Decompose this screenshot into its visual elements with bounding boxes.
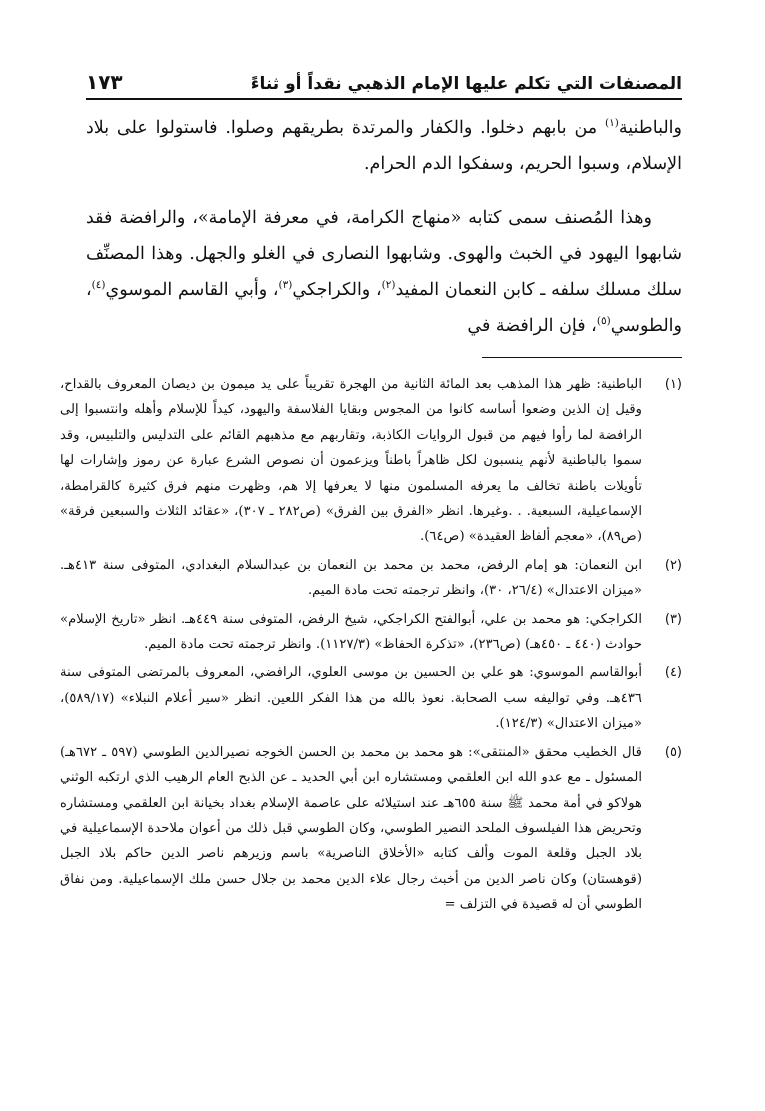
footnote-text: الباطنية: ظهر هذا المذهب بعد المائة الثانية من الهجرة تقريباً على يد ميمون بن ديصان المعروف بالقداح، وقيل إن الذين وضعوا أساسه كانوا من المجوس وبقايا الفلاسفة واليهود، كيداً للإسلام وأهله وانتسبوا إلى الرافضة لما رأوا فيهم من قبول الروايات الكاذبة، وتقاربهم مع مذهبهم القائم على التدليس والتلبيس، وقد سموا بالباطنية لأنهم ينسبون لكل ظاهراً باطناً ويزعمون أن نصوص الشرع عبارة عن رموز وإشارات لها تأويلات باطنة تخالف ما يعرفه المسلمون منها لا يعرفها إلا هم، وظهرت منهم فرق كثيرة كالقرامطة، الإسماعيلية، السبعية. . .وغيرها. انظر «الفرق بين الفرق» (ص٢٨٢ ـ ٣٠٧)، «عقائد الثلاث والسبعين فرقة» (ص٨٩)، «معجم ألفاظ العقيدة» (ص٦٤). [60,377,642,545]
footnote-ref-3[interactable]: (٣) [278,279,293,292]
text-run: ، والكراجكي [292,280,382,300]
footnote-separator [482,357,682,358]
footnotes [60,372,682,918]
footnote-number: (٤) [664,665,682,681]
text-run: من بابهم دخلوا. والكفار والمرتدة بطريقهم وصلوا. فاستولوا على بلاد الإسلام، وسبوا الحريم، وسفكوا الدم الحرام. [86,118,682,174]
text-run: والباطنية [618,118,682,138]
text-run: ، فإن الرافضة في [467,316,597,336]
footnote-text: الكراجكي: هو محمد بن علي، أبوالفتح الكراجكي، شيخ الرفض، المتوفى سنة ٤٤٩هـ. انظر «تاريخ الإسلام» حوادث (٤٤٠ ـ ٤٥٠هـ) (ص٢٣٦)، «تذكرة الحفاظ» (١١٢٧/٣). وانظر ترجمته تحت مادة الميم. [60,611,642,653]
text-run: ، والطوسي [86,280,682,336]
running-header [86,56,682,100]
footnote-ref-2[interactable]: (٢) [381,279,396,292]
footnote-number: (١) [664,377,682,392]
main-text [86,110,682,344]
footnote-3 [60,607,682,658]
paragraph-1 [86,110,682,182]
footnote-1 [60,372,682,550]
footnote-ref-1[interactable]: (١) [605,117,619,130]
page-number: ١٧٣ [86,70,123,94]
text-run: ، وأبي القاسم الموسوي [105,280,279,300]
paragraph-2 [86,200,682,344]
footnote-text: أبوالقاسم الموسوي: هو علي بن الحسين بن موسى العلوي، الرافضي، المعروف بالمرتضى المتوفى سنة ٤٣٦هـ. وفي تواليفه سب الصحابة. نعوذ بالله من هذا الفكر اللعين. انظر «سير أعلام النبلاء» (٥٨٩/١٧)، «ميزان الاعتدال» (١٢٤/٣). [60,665,642,732]
footnote-number: (٥) [664,744,682,760]
footnote-text: ابن النعمان: هو إمام الرفض، محمد بن محمد بن النعمان بن عبدالسلام البغدادي، المتوفى سنة ٤١٣هـ. «ميزان الاعتدال» (٢٦/٤، ٣٠)، وانظر ترجمته تحت مادة الميم. [60,557,642,599]
footnote-text: قال الخطيب محقق «المنتقى»: هو محمد بن محمد بن الحسن الخوجه نصيرالدين الطوسي (٥٩٧ ـ ٦٧٢هـ) المسئول ـ مع عدو الله ابن العلقمي ومستشاره ابن أبي الحديد ـ عن الذبح العام الرهيب الذي ارتكبه الوثني هولاكو في أمة محمد ﷺ سنة ٦٥٥هـ عند استيلائه على عاصمة الإسلام بغداد بخيانة ابن العلقمي ومستشاره وتحريض هذا الفيلسوف الملحد النصير الطوسي، وكان الطوسي قبل ذلك من أعوان ملاحدة الإسماعيلية في بلاد الجبل وقلعة الموت وألف كتابه «الأخلاق الناصرية» باسم وزيرهم ناصر الدين حاكم بلاد الجبل (قوهستان) وكان ناصر الدين من أخبث رجال علاء الدين محمد بن جلال حسن ملك الإسماعيلية. ومن نفاق الطوسي أن له قصيدة في التزلف = [60,744,643,913]
footnote-5 [60,740,682,918]
footnote-number: (٢) [664,557,682,573]
footnote-4 [60,660,682,736]
footnote-ref-5[interactable]: (٥) [596,315,611,328]
running-title: المصنفات التي تكلم عليها الإمام الذهبي نقداً أو ثناءً [250,74,682,94]
footnote-ref-4[interactable]: (٤) [91,279,106,292]
footnote-2 [60,553,682,604]
footnote-number: (٣) [664,611,682,627]
text-run: وهذا المُصنف سمى كتابه «منهاج الكرامة، في معرفة الإمامة»، والرافضة فقد شابهوا اليهود في الخبث والهوى. وشابهوا النصارى في الغلو والجهل. وهذا المصنِّف سلك مسلك سلفه ـ كابن النعمان المفيد [86,208,682,300]
